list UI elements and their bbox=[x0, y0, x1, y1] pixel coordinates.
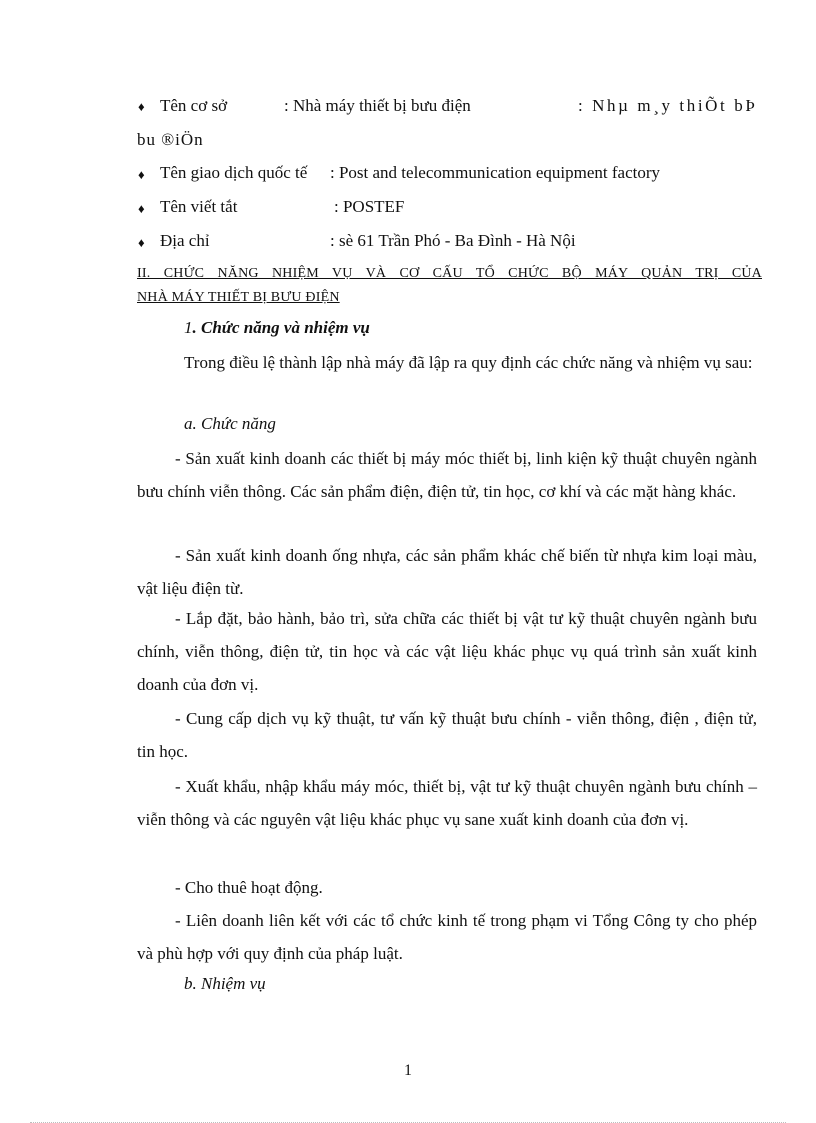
section-heading-line1: II. CHỨC NĂNG NHIỆM VỤ VÀ CƠ CẤU TỔ CHỨC BỘ MÁY QUẢN TRỊ CỦA bbox=[137, 266, 762, 281]
dia-chi-value: : sè 61 Trần Phó - Ba Đình - Hà Nội bbox=[330, 231, 576, 250]
list-item: - Sản xuất kinh doanh các thiết bị máy móc thiết bị, linh kiện kỹ thuật chuyên ngành bưu chính viễn thông. Các sản phẩm điện, điện tử, tin học, cơ khí và các mặt hàng khác. bbox=[137, 449, 757, 501]
dia-chi-label: Địa chỉ bbox=[160, 231, 210, 250]
giao-dich-label: Tên giao dịch quốc tế bbox=[160, 163, 308, 182]
list-item: - Lắp đặt, bảo hành, bảo trì, sửa chữa các thiết bị vật tư kỹ thuật chuyên ngành bưu chính, viễn thông, điện tử, tin học và các vật liệu khác phục vụ quá trình sản xuất kinh doanh của đơn vị. bbox=[137, 609, 757, 694]
intro-paragraph: Trong điều lệ thành lập nhà máy đã lập ra quy định các chức năng và nhiệm vụ sau: bbox=[184, 353, 753, 372]
subsection-title-text: . Chức năng và nhiệm vụ bbox=[192, 318, 370, 337]
page-number: 1 bbox=[404, 1062, 412, 1079]
ten-co-so-garbled: : Nhµ m¸y thiÕt bÞ bbox=[578, 96, 758, 115]
bullet-icon: ♦ bbox=[138, 235, 145, 250]
section-a-label: a. Chức năng bbox=[184, 414, 276, 433]
bullet-icon: ♦ bbox=[138, 99, 145, 114]
section-b-label: b. Nhiệm vụ bbox=[184, 974, 266, 993]
list-item: - Xuất khẩu, nhập khẩu máy móc, thiết bị, vật tư kỹ thuật chuyên ngành bưu chính – viễn thông và các nguyên vật liệu khác phục vụ sane xuất kinh doanh của đơn vị. bbox=[137, 777, 757, 829]
list-item: - Cung cấp dịch vụ kỹ thuật, tư vấn kỹ thuật bưu chính - viễn thông, điện , điện tử, tin học. bbox=[137, 709, 757, 761]
viet-tat-label: Tên viết tắt bbox=[160, 197, 238, 216]
list-item: - Liên doanh liên kết với các tổ chức kinh tế trong phạm vi Tổng Công ty cho phép và phù hợp với quy định của pháp luật. bbox=[137, 911, 757, 963]
section-heading-line2: NHÀ MÁY THIẾT BỊ BƯU ĐIỆN bbox=[137, 290, 340, 305]
ten-co-so-value: : Nhà máy thiết bị bưu điện bbox=[284, 96, 471, 115]
subsection-number: 1 bbox=[184, 318, 193, 337]
ten-co-so-garbled-cont: bu ®iÖn bbox=[137, 130, 204, 149]
list-item: - Sản xuất kinh doanh ống nhựa, các sản phẩm khác chế biến từ nhựa kim loại màu, vật liệu điện từ. bbox=[137, 546, 757, 598]
subsection-title bbox=[184, 318, 370, 338]
list-item: - Cho thuê hoạt động. bbox=[175, 878, 323, 897]
bullet-icon: ♦ bbox=[138, 201, 145, 216]
giao-dich-value: : Post and telecommunication equipment factory bbox=[330, 163, 660, 182]
ten-co-so-label: Tên cơ sở bbox=[160, 96, 228, 115]
bullet-icon: ♦ bbox=[138, 167, 145, 182]
viet-tat-value: : POSTEF bbox=[334, 197, 405, 216]
